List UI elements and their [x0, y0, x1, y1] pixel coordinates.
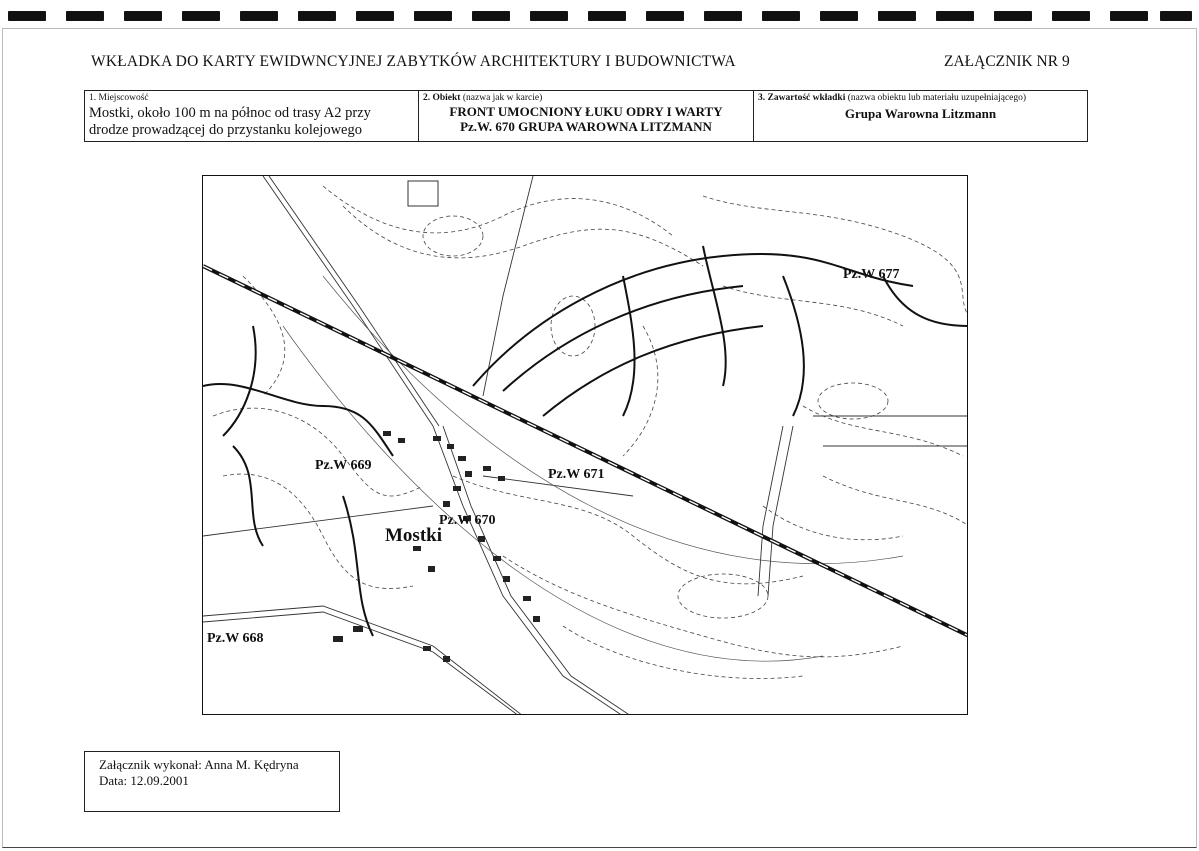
- map-drawing: [203, 176, 968, 715]
- punch-hole: [1160, 11, 1192, 21]
- field-number: 3.: [758, 93, 766, 103]
- topographic-map: [202, 175, 968, 715]
- field-label: Zawartość wkładki: [767, 93, 846, 103]
- field-note: (nazwa obiektu lub materiału uzupełniającego): [847, 93, 1027, 103]
- punch-hole: [472, 11, 510, 21]
- punch-hole: [66, 11, 104, 21]
- punch-hole: [356, 11, 394, 21]
- date-line: Data: 12.09.2001: [99, 773, 189, 788]
- locality-header: [89, 93, 414, 104]
- town-label: Mostki: [385, 525, 442, 546]
- bunker-label-668: Pz.W 668: [207, 631, 264, 646]
- field-label: Miejscowość: [98, 93, 149, 103]
- field-number: 1.: [89, 93, 97, 103]
- author-line: Załącznik wykonał: Anna M. Kędryna: [99, 757, 299, 772]
- locality-value-line-1: Mostki, około 100 m na północ od trasy A2 przy: [89, 105, 371, 121]
- punch-hole: [820, 11, 858, 21]
- punch-hole: [588, 11, 626, 21]
- punch-hole: [1110, 11, 1148, 21]
- punch-hole: [1052, 11, 1090, 21]
- locality-cell: [85, 91, 418, 141]
- punch-hole: [124, 11, 162, 21]
- punch-hole: [704, 11, 742, 21]
- fortification-lines: [203, 246, 968, 636]
- info-table: [84, 90, 1088, 142]
- author-box: [84, 751, 340, 812]
- bunker-label-669: Pz.W 669: [315, 458, 372, 473]
- punch-hole: [182, 11, 220, 21]
- bunker-label-677: Pz.W 677: [843, 267, 900, 282]
- object-value-line-2: Pz.W. 670 GRUPA WAROWNA LITZMANN: [460, 119, 712, 134]
- content-header: [758, 93, 1083, 104]
- punch-hole: [298, 11, 336, 21]
- field-note: (nazwa jak w karcie): [462, 93, 543, 103]
- punch-hole: [878, 11, 916, 21]
- object-value-line-1: FRONT UMOCNIONY ŁUKU ODRY I WARTY: [449, 104, 723, 119]
- railway: [203, 266, 968, 636]
- field-number: 2.: [423, 93, 431, 103]
- roads: [203, 176, 968, 715]
- contour-lines: [213, 186, 968, 679]
- punch-hole: [646, 11, 684, 21]
- bunker-label-671: Pz.W 671: [548, 467, 605, 482]
- field-label: Obiekt: [432, 93, 461, 103]
- punch-hole: [530, 11, 568, 21]
- annex-number: ZAŁĄCZNIK NR 9: [944, 53, 1070, 70]
- punch-hole: [762, 11, 800, 21]
- content-cell: [753, 91, 1087, 141]
- content-value: Grupa Warowna Litzmann: [844, 106, 997, 121]
- object-header: [423, 93, 749, 104]
- punch-hole: [8, 11, 46, 21]
- object-cell: [418, 91, 753, 141]
- field-plot: [408, 181, 438, 206]
- bunker-label-670: Pz.W 670: [439, 513, 496, 528]
- punch-hole: [240, 11, 278, 21]
- punch-hole: [936, 11, 974, 21]
- document-title: WKŁADKA DO KARTY EWIDWNCYJNEJ ZABYTKÓW ARCHITEKTURY I BUDOWNICTWA: [91, 53, 736, 70]
- punch-hole: [994, 11, 1032, 21]
- punch-hole: [414, 11, 452, 21]
- locality-value-line-2: drodze prowadzącej do przystanku kolejowego: [89, 122, 362, 138]
- binder-punch-holes: [0, 8, 1199, 24]
